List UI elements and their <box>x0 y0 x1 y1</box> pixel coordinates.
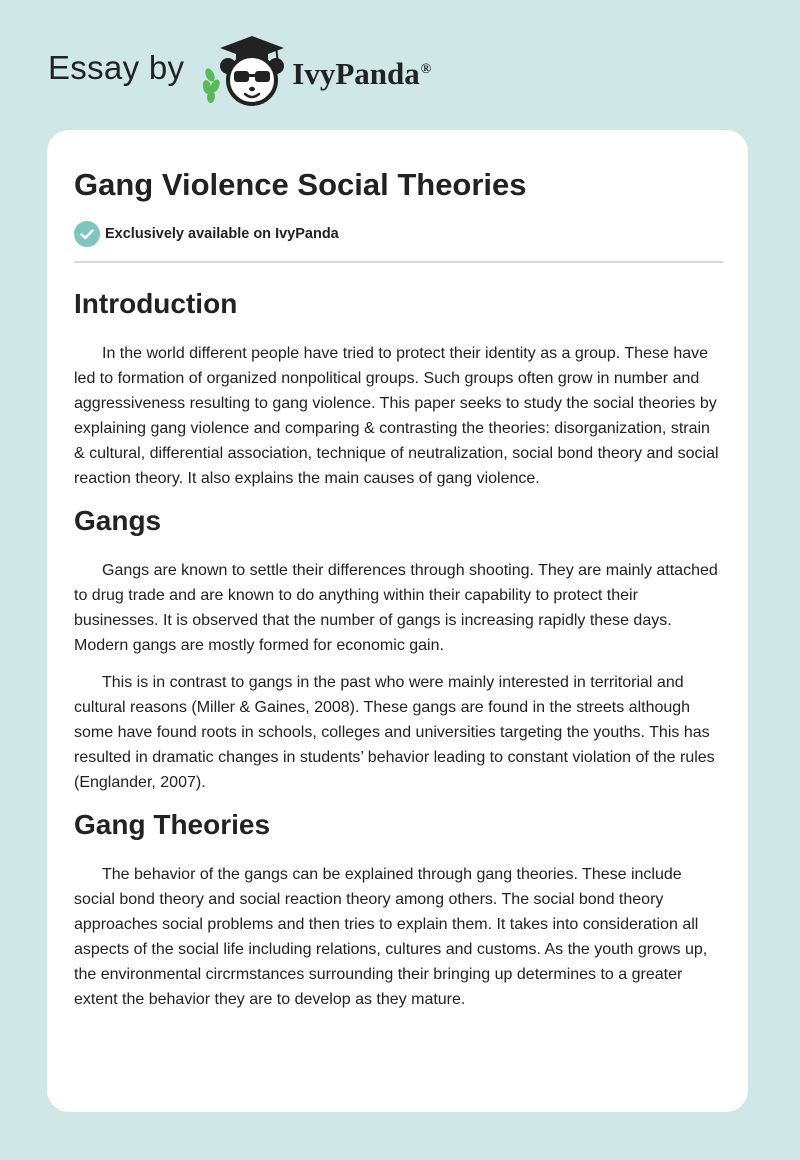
paragraph: This is in contrast to gangs in the past who were mainly interested in territorial and cultural reasons (Miller & Gaines, 2008). These gangs are found in the streets although some have found roots in schools, colleges and universities targeting the youths. This has resulted in dramatic changes in students’ behavior leading to constant violation of the rules (Englander, 2007). <box>74 674 715 791</box>
paragraph: In the world different people have tried to protect their identity as a group. These have led to formation of organized nonpolitical groups. Such groups often grow in number and aggressiveness resulting to gang violence. This paper seeks to study the social theories by explaining gang violence and comparing & contrasting the theories: disorganization, strain & cultural, differential association, technique of neutralization, social bond theory and social reaction theory. It also explains the main causes of gang violence. <box>74 345 719 487</box>
section-introduction <box>74 286 723 491</box>
panda-graduate-icon[interactable] <box>198 34 290 110</box>
exclusive-badge <box>74 221 339 247</box>
section-heading: Gangs <box>74 505 162 536</box>
divider <box>74 261 723 263</box>
section-gang-theories <box>74 807 723 1012</box>
paragraph: Gangs are known to settle their differences through shooting. They are mainly attached to drug trade and are known to do anything within their capability to protect their businesses. It is observed that the number of gangs is increasing rapidly these days. Modern gangs are mostly formed for economic gain. <box>74 562 718 654</box>
exclusive-label: Exclusively available on IvyPanda <box>105 226 339 242</box>
essay-by-label: Essay by <box>48 49 185 86</box>
check-circle-icon <box>74 221 100 247</box>
paragraph: The behavior of the gangs can be explained through gang theories. These include social bond theory and social reaction theory among others. The social bond theory approaches social problems and then tries to explain them. It takes into consideration all aspects of the social life including relations, cultures and customs. As the youth grows up, the environmental circrmstances surrounding their bringing up determines to a greater extent the behavior they are to develop as they mature. <box>74 866 708 1008</box>
site-header <box>48 34 431 110</box>
section-heading: Introduction <box>74 288 238 319</box>
ivypanda-wordmark[interactable]: IvyPanda® <box>292 56 432 91</box>
essay-body <box>74 276 723 1024</box>
registered-mark: ® <box>420 61 432 77</box>
section-gangs <box>74 503 723 795</box>
page-title: Gang Violence Social Theories <box>74 167 527 202</box>
section-heading: Gang Theories <box>74 809 271 840</box>
essay-card <box>47 130 748 1112</box>
